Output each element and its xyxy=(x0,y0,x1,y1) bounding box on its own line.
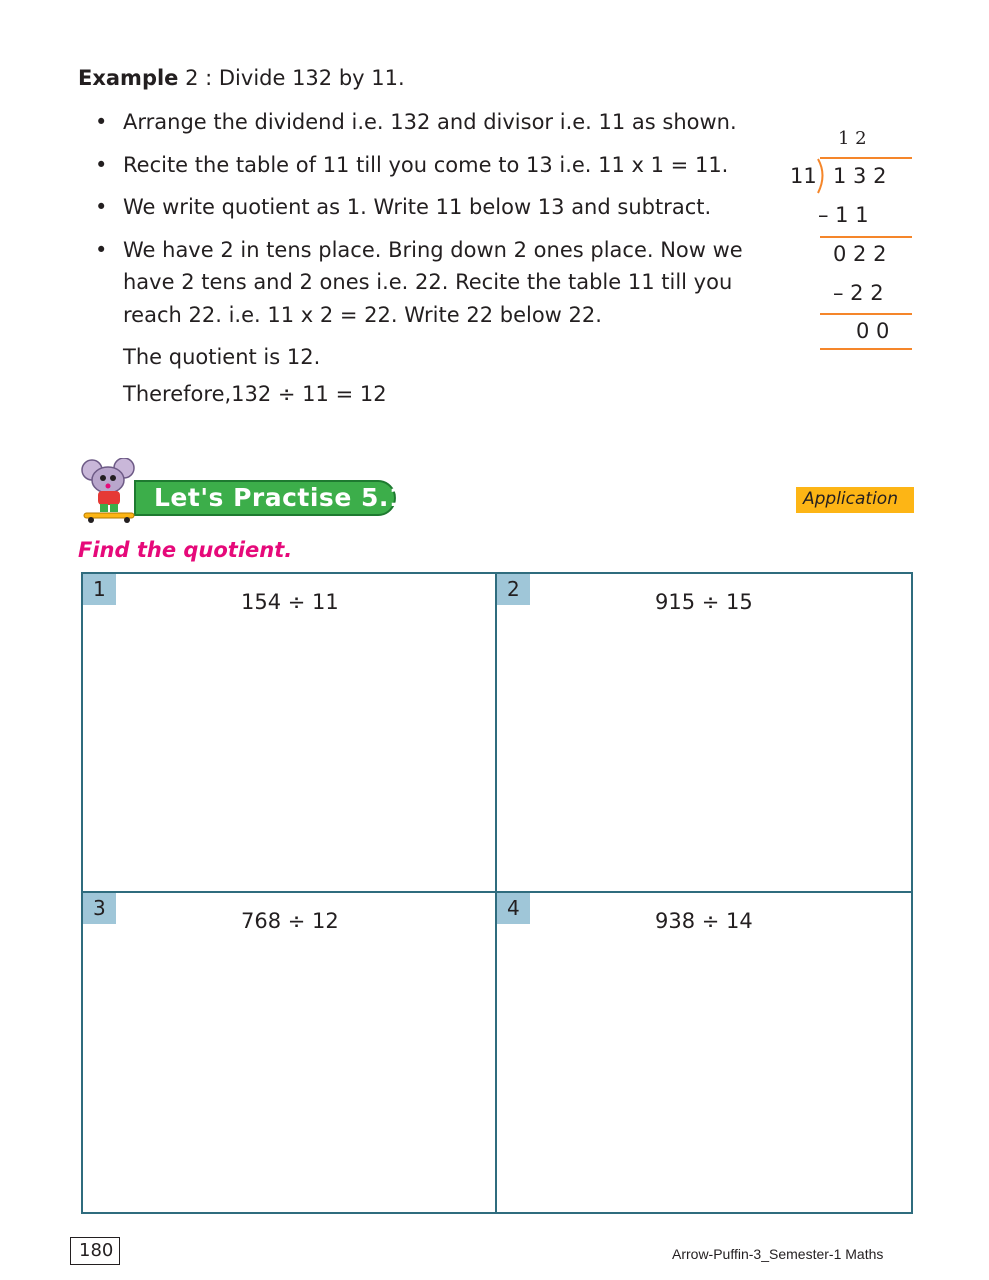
ld-step3: – 2 2 xyxy=(833,281,884,305)
step-bullet: • Arrange the dividend i.e. 132 and divisor i.e. 11 as shown. xyxy=(95,106,795,139)
ld-divisor: 11 xyxy=(790,164,817,188)
page-number-box xyxy=(70,1237,120,1265)
problem-text: 915 ÷ 15 xyxy=(655,590,753,614)
ld-line-2 xyxy=(820,313,912,315)
example-heading xyxy=(78,66,405,90)
problem-cell-3[interactable] xyxy=(83,893,497,1212)
problem-number-box xyxy=(497,893,530,924)
practise-banner xyxy=(134,480,425,516)
problem-text: 768 ÷ 12 xyxy=(241,909,339,933)
problem-cell-4[interactable] xyxy=(497,893,911,1212)
problem-number-box xyxy=(83,574,116,605)
application-tag xyxy=(796,487,914,513)
ld-step2: 0 2 2 xyxy=(833,242,887,266)
ld-line-1 xyxy=(820,236,912,238)
problem-number-box xyxy=(83,893,116,924)
ld-quotient: 1 2 xyxy=(838,128,867,149)
step-bullet: • Recite the table of 11 till you come to 13 i.e. 11 x 1 = 11. xyxy=(95,149,795,182)
example-text: 2 : Divide 132 by 11. xyxy=(178,66,405,90)
practise-header xyxy=(76,458,425,524)
step-bullet: • We have 2 in tens place. Bring down 2 ones place. Now we have 2 tens and 2 ones i.e. 22. Recite the table 11 till you reach 22. i.e. 11 x 2 = 22. Write 22 below 22. xyxy=(95,234,783,332)
problem-text: 938 ÷ 14 xyxy=(655,909,753,933)
application-tag-label: Application xyxy=(803,489,898,509)
problem-number: 1 xyxy=(93,577,106,601)
ld-line-3 xyxy=(820,348,912,350)
ld-top-line xyxy=(820,157,912,159)
problem-number: 3 xyxy=(93,896,106,920)
step-bullet: • We write quotient as 1. Write 11 below 13 and subtract. xyxy=(95,191,795,224)
problem-number-box xyxy=(497,574,530,605)
problem-number: 4 xyxy=(507,896,520,920)
problem-text: 154 ÷ 11 xyxy=(241,590,339,614)
problem-cell-2[interactable] xyxy=(497,574,911,893)
practise-title: Let's Practise 5.10 xyxy=(154,483,425,512)
practice-grid xyxy=(81,572,913,1214)
instruction: Find the quotient. xyxy=(78,538,293,562)
ld-step1: – 1 1 xyxy=(818,203,869,227)
problem-cell-1[interactable] xyxy=(83,574,497,893)
example-steps xyxy=(95,106,795,410)
book-footer: Arrow-Puffin-3_Semester-1 Maths xyxy=(672,1246,884,1262)
ld-dividend: 1 3 2 xyxy=(833,164,887,188)
problem-number: 2 xyxy=(507,577,520,601)
final-statement: Therefore,132 ÷ 11 = 12 xyxy=(123,381,387,406)
example-label: Example xyxy=(78,66,179,90)
mouse-mascot-icon xyxy=(76,458,146,524)
page-number: 180 xyxy=(79,1240,114,1261)
ld-remainder: 0 0 xyxy=(856,319,890,343)
quotient-statement: The quotient is 12. xyxy=(123,345,321,370)
ld-bracket xyxy=(815,158,829,194)
